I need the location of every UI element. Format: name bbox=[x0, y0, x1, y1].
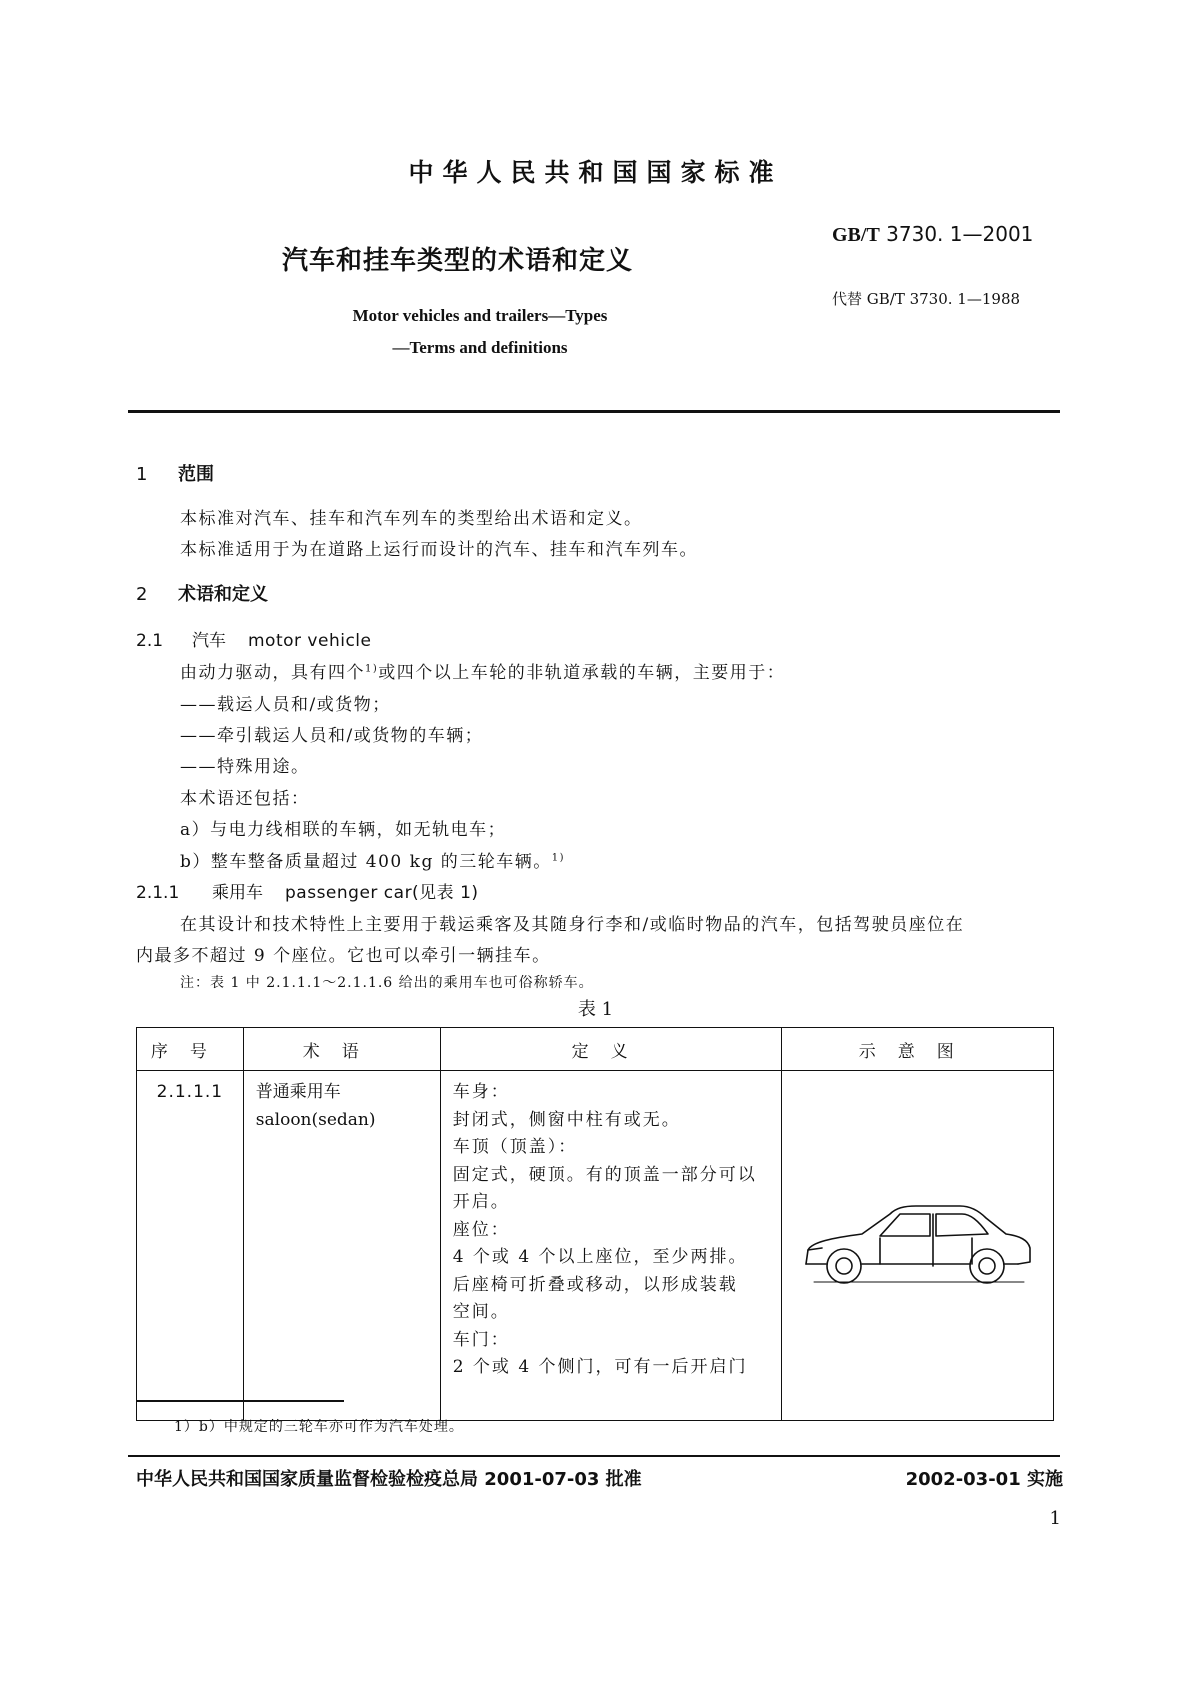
definition-line: 车身： bbox=[452, 1082, 510, 1102]
term-2-1-heading bbox=[136, 626, 371, 651]
definition-line: 2 个或 4 个侧门，可有一后开启门 bbox=[452, 1357, 748, 1377]
page-number: 1 bbox=[1049, 1508, 1061, 1529]
section-2-title: 术语和定义 bbox=[178, 584, 268, 605]
term-2-1-1-definition-line-1: 在其设计和技术特性上主要用于载运乘客及其随身行李和/或临时物品的汽车，包括驾驶员座位在 bbox=[180, 915, 965, 935]
definition-line: 后座椅可折叠或移动，以形成装载 bbox=[452, 1274, 738, 1295]
term-2-1-en: motor vehicle bbox=[248, 631, 372, 651]
section-1-heading bbox=[136, 460, 214, 486]
title-en-line2: —Terms and definitions bbox=[392, 338, 568, 357]
definition-line: 车顶（顶盖）： bbox=[452, 1137, 578, 1157]
table-header-row bbox=[137, 1028, 1054, 1071]
document-title-en bbox=[290, 300, 670, 364]
term-2-1-inclusion-b bbox=[180, 847, 565, 872]
section-1-paragraph-2: 本标准适用于为在道路上运行而设计的汽车、挂车和汽车列车。 bbox=[180, 540, 698, 560]
table-row bbox=[137, 1071, 1054, 1421]
term-2-1-inclusion-b-text: b）整车整备质量超过 400 kg 的三轮车辆。 bbox=[180, 852, 552, 872]
footnote: 1）b）中规定的三轮车亦可作为汽车处理。 bbox=[174, 1419, 464, 1435]
section-1-paragraph-1: 本标准对汽车、挂车和汽车列车的类型给出术语和定义。 bbox=[180, 509, 643, 529]
row-term-en: saloon(sedan) bbox=[255, 1109, 376, 1130]
definition-line: 固定式，硬顶。有的顶盖一部分可以 bbox=[452, 1164, 757, 1185]
section-1-number: 1 bbox=[136, 464, 148, 485]
document-title-cn: 汽车和挂车类型的术语和定义 bbox=[282, 246, 634, 276]
term-2-1-1-number: 2.1.1 bbox=[136, 883, 180, 903]
term-2-1-definition bbox=[180, 658, 785, 683]
row-number: 2.1.1.1 bbox=[137, 1071, 244, 1421]
header-definition: 定义 bbox=[440, 1028, 781, 1071]
document-number-value: 3730. 1—2001 bbox=[886, 222, 1034, 246]
term-2-1-1-definition-line-2: 内最多不超过 9 个座位。它也可以牵引一辆挂车。 bbox=[136, 946, 551, 966]
replaces-standard: 代替 GB/T 3730. 1—1988 bbox=[832, 290, 1021, 308]
header-illustration: 示意图 bbox=[781, 1028, 1053, 1071]
term-2-1-item-2: ——牵引载运人员和/或货物的车辆； bbox=[180, 726, 484, 746]
footnote-ref: 1) bbox=[551, 852, 565, 864]
header-term: 术语 bbox=[243, 1028, 440, 1071]
row-definition bbox=[440, 1071, 781, 1421]
term-2-1-number: 2.1 bbox=[136, 631, 164, 651]
section-2-number: 2 bbox=[136, 584, 148, 605]
document-number-prefix: GB/T bbox=[832, 224, 880, 246]
term-2-1-1-en: passenger car(见表 1) bbox=[285, 883, 479, 903]
header-divider bbox=[128, 410, 1060, 413]
effective-date: 2002-03-01 实施 bbox=[905, 1469, 1063, 1490]
term-2-1-item-1: ——载运人员和/或货物； bbox=[180, 695, 391, 715]
approval-statement: 中华人民共和国国家质量监督检验检疫总局 2001-07-03 批准 bbox=[136, 1469, 642, 1490]
section-1-title: 范围 bbox=[178, 464, 214, 485]
row-illustration bbox=[781, 1071, 1053, 1421]
term-2-1-def-part2: 或四个以上车轮的非轨道承载的车辆，主要用于： bbox=[378, 663, 786, 683]
title-en-line1: Motor vehicles and trailers—Types bbox=[352, 306, 608, 325]
sedan-illustration bbox=[792, 1194, 1042, 1294]
section-2-heading bbox=[136, 580, 268, 606]
term-2-1-1-cn: 乘用车 bbox=[212, 883, 263, 903]
header-number: 序号 bbox=[137, 1028, 244, 1071]
term-2-1-cn: 汽车 bbox=[192, 631, 226, 651]
term-2-1-inclusion-a: a）与电力线相联的车辆，如无轨电车； bbox=[180, 820, 507, 840]
definition-line: 座位： bbox=[452, 1219, 510, 1240]
definition-line: 4 个或 4 个以上座位，至少两排。 bbox=[452, 1247, 748, 1267]
terms-table bbox=[136, 1027, 1054, 1421]
term-2-1-1-note: 注：表 1 中 2.1.1.1～2.1.1.6 给出的乘用车也可俗称轿车。 bbox=[180, 975, 594, 991]
term-2-1-def-part1: 由动力驱动，具有四个 bbox=[180, 663, 365, 683]
footer-divider bbox=[128, 1455, 1060, 1457]
row-term bbox=[243, 1071, 440, 1421]
definition-line: 空间。 bbox=[452, 1302, 510, 1322]
row-term-cn: 普通乘用车 bbox=[255, 1082, 341, 1102]
term-2-1-1-heading bbox=[136, 878, 479, 903]
footnote-divider bbox=[136, 1400, 344, 1402]
definition-line: 车门： bbox=[452, 1329, 510, 1350]
national-standard-heading: 中华人民共和国国家标准 bbox=[408, 158, 783, 187]
document-number bbox=[832, 222, 1033, 247]
term-2-1-item-3: ——特殊用途。 bbox=[180, 757, 310, 777]
term-2-1-also: 本术语还包括： bbox=[180, 789, 310, 809]
table-caption: 表 1 bbox=[577, 999, 614, 1020]
definition-line: 封闭式，侧窗中柱有或无。 bbox=[452, 1109, 681, 1130]
footnote-ref: 1) bbox=[365, 663, 379, 675]
definition-line: 开启。 bbox=[452, 1192, 510, 1212]
